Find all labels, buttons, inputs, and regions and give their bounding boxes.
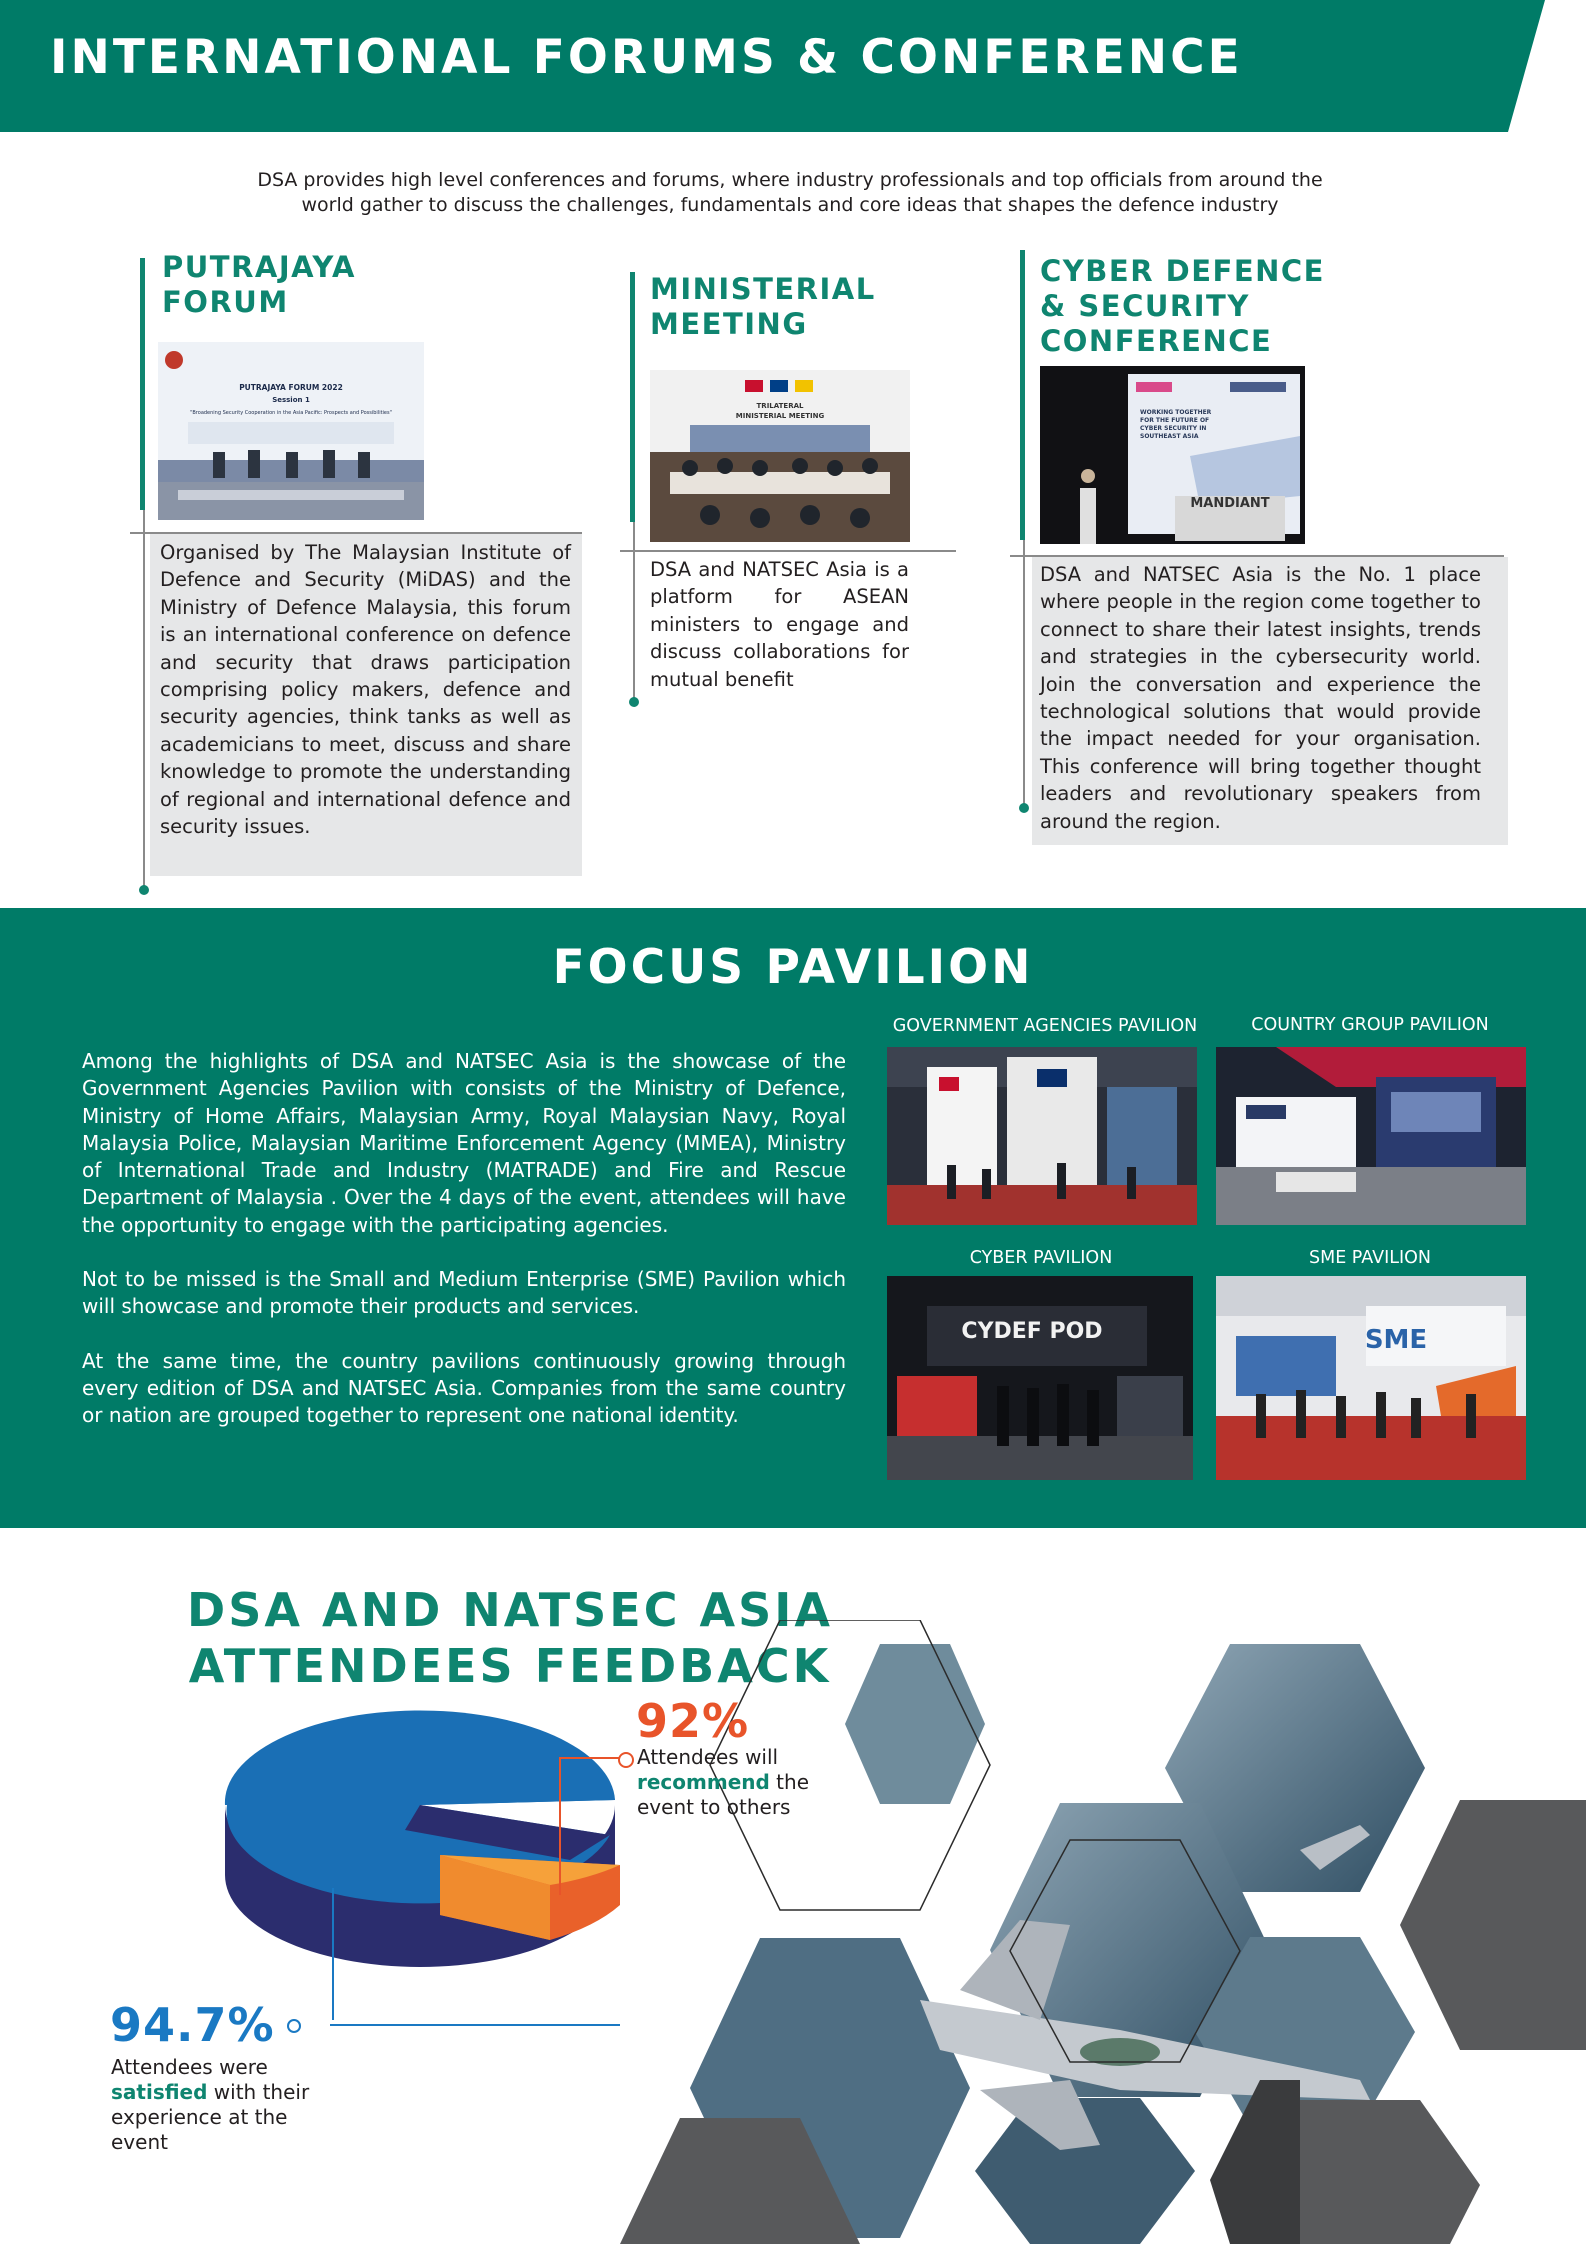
stat-92-line3: event to others [637, 1795, 791, 1819]
label-country-pavilion: COUNTRY GROUP PAVILION [1251, 1015, 1489, 1035]
putrajaya-slide-title: PUTRAJAYA FORUM 2022 [239, 383, 343, 392]
forum1-title-line1: PUTRAJAYA [162, 250, 356, 284]
ministerial-meeting-photo [650, 370, 910, 542]
hex-grey-lower-left [620, 2118, 860, 2244]
government-pavilion-photo [887, 1047, 1197, 1225]
hex-grey-bottom-corner [1210, 2080, 1300, 2244]
stat-947-line1: Attendees were [111, 2055, 268, 2079]
country-pavilion-photo [1216, 1047, 1526, 1225]
hex-grey-right [1400, 1800, 1586, 2050]
cyber-podium-logo: MANDIANT [1190, 496, 1270, 511]
pavilion-title: FOCUS PAVILION [552, 940, 1034, 995]
forum1-guide-line [143, 510, 145, 890]
putrajaya-slide-theme: "Broadening Security Cooperation in the Asia Pacific: Prospects and Possibilities" [190, 410, 392, 416]
forum2-accent-line [630, 272, 635, 522]
putrajaya-forum-photo [158, 342, 424, 520]
stat-92-value: 92% [636, 1694, 750, 1748]
forum1-title [162, 250, 356, 320]
cyber-screen-line1: WORKING TOGETHER [1140, 409, 1212, 416]
connector-947-horizontal [330, 2023, 620, 2027]
stat-92-line1: Attendees will [637, 1745, 779, 1769]
stat-947-highlight: satisfied [111, 2080, 208, 2104]
feedback-title-line2: ATTENDEES FEEDBACK [188, 1639, 832, 1693]
forum3-guide-line [1023, 540, 1025, 810]
forum2-title-line2: MEETING [650, 307, 808, 341]
sme-sign: SME [1364, 1325, 1428, 1355]
forum2-rule [620, 550, 956, 552]
pavilion-text [82, 1048, 846, 1430]
forum3-title-line1: CYBER DEFENCE [1040, 254, 1325, 288]
label-cyber-pavilion: CYBER PAVILION [969, 1248, 1113, 1268]
cyber-screen-line4: SOUTHEAST ASIA [1140, 433, 1199, 440]
cyber-pavilion-photo [887, 1276, 1193, 1480]
label-sme-pavilion: SME PAVILION [1308, 1248, 1432, 1268]
cyber-screen-line2: FOR THE FUTURE OF [1140, 417, 1210, 424]
page-title: INTERNATIONAL FORUMS & CONFERENCE [50, 30, 1243, 85]
forum3-title-line3: CONFERENCE [1040, 324, 1273, 358]
hex-photo-top [845, 1644, 985, 1804]
cyber-screen-line3: CYBER SECURITY IN [1140, 425, 1207, 432]
pavilion-paragraph-1: Among the highlights of DSA and NATSEC Asia is the showcase of the Government Agencies Pavilion with consists of the Ministry of Defence, Ministry of Home Affairs, Malaysian Army, Royal Malaysian Navy, Royal Malaysia Police, Malaysian Maritime Enforcement Agency (MMEA), Ministry of International Trade and Industry (MATRADE) and Fire and Rescue Department of Malaysia . Over the 4 days of the event, attendees will have the opportunity to engage with the participating agencies. [82, 1049, 846, 1237]
stat-92-line2-rest: the [769, 1770, 810, 1794]
feedback-title-line1: DSA AND NATSEC ASIA [187, 1583, 833, 1637]
forum1-accent-line [140, 258, 145, 510]
stat-92-description [637, 1745, 837, 1820]
forum2-dot [629, 697, 639, 707]
ministerial-banner-line2: MINISTERIAL MEETING [735, 412, 825, 420]
intro-paragraph: DSA provides high level conferences and forums, where industry professionals and top officials from around the world gather to discuss the challenges, fundamentals and core ideas that shapes the defence industry [257, 169, 1323, 216]
stat-947-value: 94.7% [110, 1998, 275, 2052]
putrajaya-slide-session: Session 1 [272, 396, 310, 404]
connector-947-dot [287, 2019, 301, 2033]
ministerial-banner-line1: TRILATERAL [756, 402, 804, 410]
forum2-description: DSA and NATSEC Asia is a platform for ASEAN ministers to engage and discuss collaborations for mutual benefit [650, 558, 909, 691]
pavilion-paragraph-3: At the same time, the country pavilions continuously growing through every edition of DSA and NATSEC Asia. Companies from the same country or nation are grouped together to represent one national identity. [82, 1348, 846, 1428]
pie-blue-slice-top [225, 1710, 615, 1805]
forum3-description: DSA and NATSEC Asia is the No. 1 place where people in the region come together to connect to share their latest insights, trends and strategies in the cybersecurity world. Join the conversation and experience the technological solutions that would provide the impact needed for your organisation. This conference will bring together thought leaders and revolutionary speakers from around the region. [1040, 563, 1481, 833]
forum3-title-line2: & SECURITY [1040, 289, 1250, 323]
forum1-title-line2: FORUM [162, 285, 289, 319]
cyber-conference-photo [1040, 366, 1305, 544]
stat-92-highlight: recommend [637, 1770, 770, 1794]
stat-947-line2-rest: with their [207, 2080, 310, 2104]
forum2-title [650, 272, 876, 342]
connector-92-dot [618, 1752, 634, 1768]
label-government-pavilion: GOVERNMENT AGENCIES PAVILION [892, 1016, 1198, 1036]
cydef-pod-sign: CYDEF POD [961, 1319, 1103, 1344]
forum2-guide-line [633, 522, 635, 702]
sme-pavilion-photo [1216, 1276, 1526, 1480]
forum1-dot [139, 885, 149, 895]
feedback-pie-chart [215, 1700, 635, 2020]
forum2-title-line1: MINISTERIAL [650, 272, 876, 306]
forum1-description: Organised by The Malaysian Institute of Defence and Security (MiDAS) and the Ministry of Defence Malaysia, this forum is an international conference on defence and security that draws participation comprising policy makers, defence and security agencies, think tanks as well as academicians to meet, discuss and share knowledge to promote the understanding of regional and international defence and security issues. [160, 541, 571, 839]
stat-947-line3: experience at the [111, 2105, 288, 2129]
forum3-title [1040, 254, 1325, 359]
pavilion-paragraph-2: Not to be missed is the Small and Medium Enterprise (SME) Pavilion which will showcase and promote their products and services. [82, 1267, 846, 1319]
forum3-accent-line [1020, 250, 1025, 540]
stat-947-line4: event [111, 2130, 168, 2154]
stat-947-description [111, 2055, 311, 2155]
forum3-dot [1019, 803, 1029, 813]
